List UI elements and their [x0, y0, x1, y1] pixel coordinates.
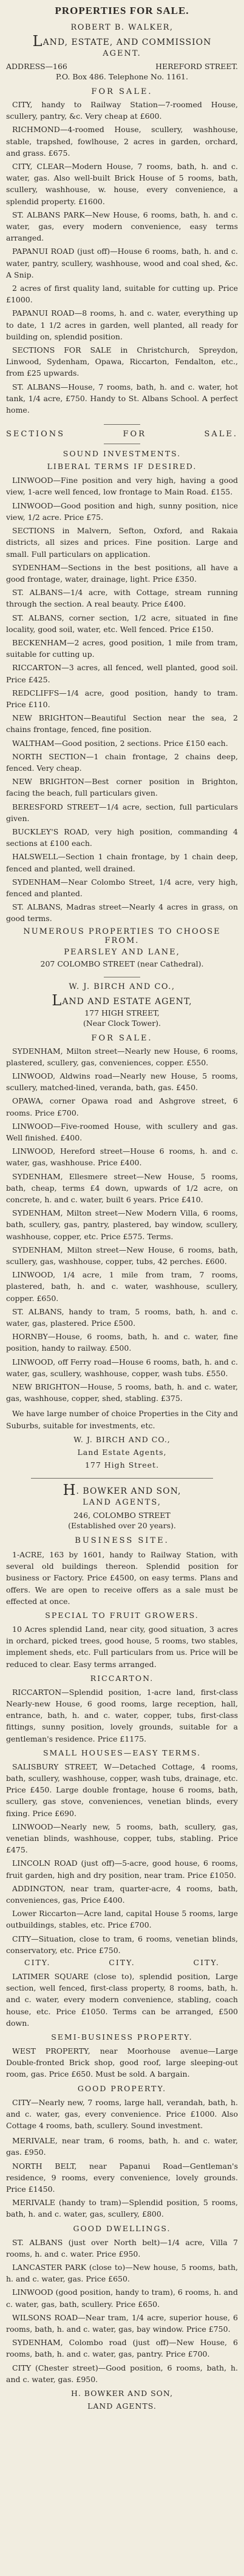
birch-signature-1: W. J. BIRCH AND CO., — [73, 1434, 171, 1444]
walker-title-cap: L — [32, 33, 43, 50]
bowker-small-listings — [6, 1761, 238, 1956]
walker-title-rest: AND, ESTATE, AND COMMISSION — [42, 38, 212, 47]
sections-heading-left: SECTIONS — [6, 430, 66, 439]
birch-address: 177 HIGH STREET, — [84, 1008, 160, 1017]
bowker-address: 246, COLOMBO STREET — [73, 1510, 171, 1520]
listing: BERESFORD STREET—1/4 acre, section, full particulars given. — [6, 802, 238, 823]
birch-signature-3: 177 High Street. — [84, 1460, 160, 1469]
listing: NORTH BELT, near Papanui Road—Gentleman's residence, 9 rooms, every convenience, lovely grounds. Price £1450. — [6, 2161, 238, 2194]
bowker-title-cap: H — [63, 1481, 76, 1499]
sections-listings — [6, 474, 238, 924]
bowker-established: (Established over 20 years). — [68, 1520, 176, 1530]
listing: ST. ALBANS, handy to tram, 5 rooms, bath, h. and c. water, gas, plastered. Price £500. — [6, 1306, 238, 1328]
bowker-listings-3 — [6, 2237, 238, 2385]
bowker-business-heading: BUSINESS SITE. — [75, 1536, 169, 1545]
birch-for-sale: FOR SALE. — [91, 1033, 153, 1043]
birch-advert — [6, 982, 238, 1469]
walker-address — [6, 62, 238, 71]
listing: LINCOLN ROAD (just off)—5-acre, good house, 6 rooms, fruit garden, high and dry position, near tram. Price £1050. — [6, 1859, 238, 1880]
sections-advert — [6, 430, 238, 968]
listing: LINWOOD—Fine position and very high, having a good view, 1-acre well fenced, low frontage to Main Road. £155. — [6, 476, 238, 497]
listing: LINWOOD (good position, handy to tram), 6 rooms, h. and c. water, gas, bath, scullery. Price £650. — [6, 2288, 238, 2309]
listing: SYDENHAM, Milton street—Nearly new House, 6 rooms, plastered, scullery, gas, conveniences, copper. £550. — [6, 1046, 238, 1067]
bowker-good-property: CITY—Nearly new, 7 rooms, large hall, verandah, bath, h. and c. water, gas, every convenience. Price £1000. Also Cottage 4 rooms, bath, scullery. Sound investment. — [6, 2097, 238, 2131]
sections-subhead-1: SOUND INVESTMENTS. — [63, 449, 181, 459]
bowker-fruit-heading: SPECIAL TO FRUIT GROWERS. — [45, 1610, 199, 1620]
walker-name: ROBERT B. WALKER, — [70, 23, 174, 32]
listing: LANCASTER PARK (close to)—New house, 5 rooms, bath, h. and c. water, gas. Price £650. — [6, 2263, 238, 2284]
listing: SYDENHAM, Milton street—New House, 6 rooms, bath, scullery, gas, washhouse, copper, tubs, 42 perches. £600. — [6, 1245, 238, 1266]
birch-address-2: (Near Clock Tower). — [83, 1018, 161, 1028]
listing: WALTHAM—Good position, 2 sections. Price £150 each. — [12, 738, 228, 748]
walker-address-left: ADDRESS—166 — [6, 62, 67, 71]
listing: PAPANUI ROAD—8 rooms, h. and c. water, everything up to date, 1 1/2 acres in garden, well planted, all ready for building on, splendid position. — [6, 308, 238, 341]
listing: ST. ALBANS—1/4 acre, with Cottage, stream running through the section. A real beauty. Price £400. — [6, 588, 238, 609]
sections-footer-1: NUMEROUS PROPERTIES TO CHOOSE FROM. — [23, 927, 221, 945]
bowker-semibusiness: WEST PROPERTY, near Moorhouse avenue—Large Double-fronted Brick shop, good roof, large sleeping-out room, gas. Price £650. Must be sold. A bargain. — [6, 2046, 238, 2079]
listing: SYDENHAM, Milton street—New Modern Villa, 6 rooms, bath, scullery, gas, pantry, plastered, bay window, scullery, washhouse, copper, etc. Price £575. Terms. — [6, 1208, 238, 1241]
city-heading-left: CITY. — [24, 1957, 51, 1967]
listing: SYDENHAM—Near Colombo Street, 1/4 acre, very high, fenced and planted. — [6, 877, 238, 898]
walker-address-right: HEREFORD STREET. — [155, 62, 238, 71]
sections-heading-right: SALE. — [204, 430, 238, 439]
listing: WILSONS ROAD—Near tram, 1/4 acre, superior house, 6 rooms, bath, h. and c. water, gas, bay window. Price £750. — [6, 2312, 238, 2334]
listing: NEW BRIGHTON—Best corner position in Brighton, facing the beach, full particulars given. — [6, 777, 238, 798]
listing: LINWOOD, off Ferry road—House 6 rooms, bath, h. and c. water, gas, scullery, washhouse, copper, wash tubs. £550. — [6, 1357, 238, 1378]
listing: MERIVALE, near tram, 6 rooms, bath, h. and c. water, gas. £950. — [6, 2136, 238, 2157]
listing: RICHMOND—4-roomed House, scullery, washhouse, stable, trapshed, fowlhouse, 2 acres in garden, orchard, and grass. £675. — [6, 125, 238, 158]
listing: CITY (Chester street)—Good position, 6 rooms, bath, h. and c. water, gas. £950. — [6, 2363, 238, 2384]
listing: HORNBY—House, 6 rooms, bath, h. and c. water, fine position, handy to railway. £500. — [6, 1332, 238, 1353]
sections-heading — [6, 430, 238, 439]
birch-title — [6, 991, 238, 1009]
listing: SALISBURY STREET, W—Detached Cottage, 4 rooms, bath, scullery, washhouse, copper, wash tubs, drainage, etc. Price £450. Large double frontage, house 6 rooms, bath, scullery, gas stove, conveniences, venetian blinds, every fixing. Price £690. — [6, 1762, 238, 1818]
bowker-title-rest: . BOWKER AND SON, — [76, 1486, 181, 1496]
listing: 2 acres of first quality land, suitable for cutting up. Price £1000. — [6, 284, 238, 305]
divider — [31, 1478, 213, 1479]
listing: ST. ALBANS (just over North belt)—1/4 acre, Villa 7 rooms, h. and c. water. Price £950. — [6, 2237, 238, 2258]
birch-title-cap: L — [52, 991, 63, 1009]
birch-signature-2: Land Estate Agents, — [77, 1447, 167, 1457]
bowker-riccarton-heading: RICCARTON. — [90, 1673, 154, 1683]
birch-footer: We have large number of choice Properties in the City and Suburbs, suitable for investments, etc. — [6, 1409, 238, 1430]
city-heading-right: CITY. — [193, 1957, 220, 1967]
walker-advert — [6, 23, 238, 416]
listing: ST. ALBANS PARK—New House, 6 rooms, bath, h. and c. water, gas, every modern convenience, easy terms arranged. — [6, 210, 238, 243]
listing: BECKENHAM—2 acres, good position, 1 mile from tram, suitable for cutting up. — [6, 637, 238, 659]
bowker-fruit: 10 Acres splendid Land, near city, good situation, 3 acres in orchard, picked trees, good house, 5 rooms, two stables, implement sheds, etc. Full particulars from us. Price will be reduced to clear. Easy terms arranged. — [6, 1624, 238, 1669]
listing: SYDENHAM, Ellesmere street—New House, 5 rooms, bath, cheap, terms £4 down, upwards of 1/2 acre, on concrete, h. and c. water, built 6 years. Price £410. — [6, 1171, 238, 1205]
listing: OPAWA, corner Opawa road and Ashgrove street, 6 rooms. Price £700. — [6, 1096, 238, 1117]
listing: SECTIONS in Malvern, Sefton, Oxford, and Rakaia districts, all sizes and prices. Fine position. Large and small. Full particulars on application. — [6, 526, 238, 559]
divider — [104, 424, 140, 425]
bowker-semibusiness-heading: SEMI-BUSINESS PROPERTY. — [51, 2032, 193, 2042]
listing: Lower Riccarton—Acre land, capital House 5 rooms, large outbuildings, stables, etc. Price £700. — [6, 1909, 238, 1930]
bowker-intro: 1-ACRE, 163 by 1601, handy to Railway Station, with several old buildings thereon. Splendid position for business or Factory. Price £4500, on easy terms. Plans and offers. We are open to receive offers as a sale must be effected at once. — [6, 1549, 238, 1606]
walker-address-line2: P.O. Box 486. Telephone No. 1161. — [56, 72, 188, 81]
listing: CITY, handy to Railway Station—7-roomed House, scullery, pantry, &c. Very cheap at £600. — [6, 100, 238, 121]
bowker-subtitle: LAND AGENTS, — [83, 1497, 161, 1507]
listing: CITY—Situation, close to tram, 6 rooms, venetian blinds, conservatory, etc. Price £750. — [6, 1934, 238, 1955]
listing: LINWOOD—Good position and high, sunny position, nice view, 1/2 acre. Price £75. — [6, 501, 238, 522]
sections-footer-2: PEARSLEY AND LANE, — [64, 947, 180, 957]
walker-subtitle: AGENT. — [103, 49, 141, 58]
listing: ADDINGTON, near tram, quarter-acre, 4 rooms, bath, conveniences, gas, Price £400. — [6, 1883, 238, 1905]
bowker-advert — [6, 1483, 238, 2411]
listing: NEW BRIGHTON—House, 5 rooms, bath, h. and c. water, gas, washhouse, copper, shed, stabling. £375. — [6, 1382, 238, 1403]
bowker-signature-2: LAND AGENTS. — [87, 2401, 157, 2411]
listing: NEW BRIGHTON—Beautiful Section near the sea, 2 chains frontage, fenced, fine position. — [6, 713, 238, 734]
walker-listings — [6, 99, 238, 416]
listing: SYDENHAM—Sections in the best positions, all have a good frontage, water, drainage, light. Price £350. — [6, 562, 238, 584]
listing: ST. ALBANS, Madras street—Nearly 4 acres in grass, on good terms. — [6, 902, 238, 924]
walker-title — [6, 35, 238, 48]
bowker-signature-1: H. BOWKER AND SON, — [70, 2389, 174, 2398]
bowker-title — [6, 1483, 238, 1497]
listing: PAPANUI ROAD (just off)—House 6 rooms, bath, h. and c. water, pantry, scullery, washhouse, wood and coal shed, &c. A Snip. — [6, 247, 238, 279]
listing: NORTH SECTION—1 chain frontage, 2 chains deep, fenced. Very cheap. — [6, 751, 238, 773]
bowker-good-property-heading: GOOD PROPERTY. — [77, 2083, 167, 2093]
column-heading: PROPERTIES FOR SALE. — [55, 5, 189, 16]
listing: LINWOOD—Nearly new, 5 rooms, bath, scullery, gas, venetian blinds, washhouse, copper, tubs, stabling. Price £475. — [6, 1822, 238, 1855]
listing: LINWOOD, 1/4 acre, 1 mile from tram, 7 rooms, plastered, bath, h. and c. water, washhouse, scullery, copper. £650. — [6, 1270, 238, 1303]
birch-listings — [6, 1045, 238, 1405]
listing: ST. ALBANS, corner section, 1/2 acre, situated in fine locality, good soil, water, etc. Well fenced. Price £150. — [6, 613, 238, 634]
listing: HALSWELL—Section 1 chain frontage, by 1 chain deep, fenced and planted, well drained. — [6, 852, 238, 873]
bowker-riccarton: RICCARTON—Splendid position, 1-acre land, first-class Nearly-new House, 6 good rooms, large reception, hall, entrance, bath, h. and c. water, copper, tubs, first-class fittings, sunny position, lovely grounds, suitable for a gentleman's residence. Price £1175. — [6, 1687, 238, 1743]
listing: REDCLIFFS—1/4 acre, good position, handy to tram. Price £110. — [6, 688, 238, 709]
listing: SECTIONS FOR SALE in Christchurch, Spreydon, Linwood, Sydenham, Opawa, Riccarton, Fendalton, etc., from £25 upwards. — [6, 345, 238, 378]
listing: SYDENHAM, Colombo road (just off)—New House, 6 rooms, bath, h. and c. water, gas, pantry. Price £700. — [6, 2338, 238, 2359]
listing: LINWOOD—Five-roomed House, with scullery and gas. Well finished. £400. — [6, 1121, 238, 1143]
bowker-listings-2 — [6, 2135, 238, 2220]
sections-subhead-2: LIBERAL TERMS IF DESIRED. — [47, 462, 197, 471]
listing: LINWOOD, Hereford street—House 6 rooms, h. and c. water, gas, washhouse. Price £400. — [6, 1147, 238, 1168]
city-heading-mid: CITY. — [109, 1957, 135, 1967]
sections-heading-mid: FOR — [123, 430, 146, 439]
birch-title-rest: AND AND ESTATE AGENT, — [62, 996, 192, 1007]
bowker-dwellings-heading: GOOD DWELLINGS. — [73, 2223, 171, 2233]
listing: BUCKLEY'S ROAD, very high position, commanding 4 sections at £100 each. — [6, 827, 238, 848]
listing: CITY, CLEAR—Modern House, 7 rooms, bath, h. and c. water, gas. Also well-built Brick House of 5 rooms, bath, scullery, washhouse, w. house, every convenience, a splendid property. £1600. — [6, 162, 238, 206]
listing: ST. ALBANS—House, 7 rooms, bath, h. and c. water, hot tank, 1/4 acre, £750. Handy to St. Albans School. A perfect home. — [6, 382, 238, 415]
bowker-small-houses-heading: SMALL HOUSES—EASY TERMS. — [42, 1748, 202, 1757]
listing: MERIVALE (handy to tram)—Splendid position, 5 rooms, bath, h. and c. water, gas, scullery, £800. — [6, 2198, 238, 2219]
listing: LINWOOD, Aldwins road—Nearly new House, 5 rooms, scullery, matched-lined, veranda, bath, gas. £450. — [6, 1071, 238, 1093]
listing: RICCARTON—3 acres, all fenced, well planted, good soil. Price £425. — [6, 663, 238, 684]
bowker-city: LATIMER SQUARE (close to), splendid position, Large section, well fenced, first-class property, 8 rooms, bath, h. and c. water, every modern convenience, stabling, coach house, etc. Price £1050. Terms can be arranged, £500 down. — [6, 1971, 238, 2028]
walker-for-sale: FOR SALE. — [91, 87, 153, 96]
birch-name: W. J. BIRCH AND CO., — [69, 982, 175, 991]
bowker-city-heading — [6, 1958, 238, 1967]
sections-footer-3: 207 COLOMBO STREET (near Cathedral). — [40, 959, 204, 968]
